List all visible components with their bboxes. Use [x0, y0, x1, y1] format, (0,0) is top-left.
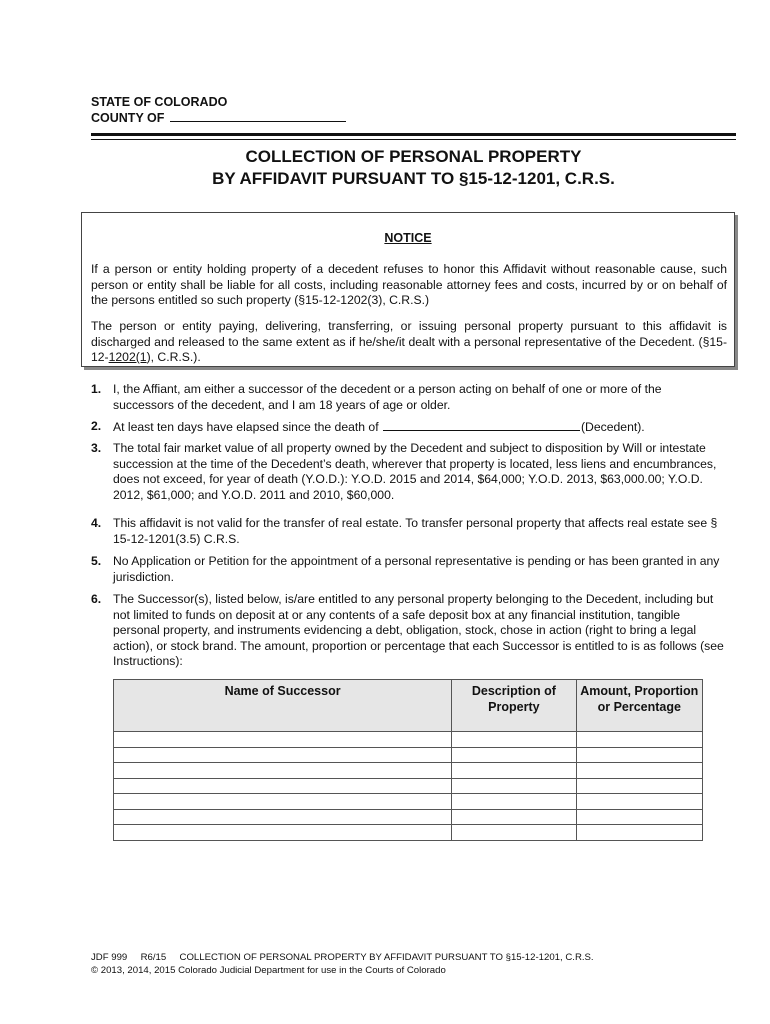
- state-label: STATE OF COLORADO: [91, 95, 228, 109]
- form-footer: [91, 952, 594, 977]
- amount-cell[interactable]: [576, 732, 702, 748]
- property-description-cell[interactable]: [452, 794, 576, 810]
- property-description-cell[interactable]: [452, 825, 576, 841]
- title-line-1: COLLECTION OF PERSONAL PROPERTY: [245, 147, 582, 166]
- amount-cell[interactable]: [576, 747, 702, 763]
- table-row: [114, 763, 703, 779]
- title-line-2: BY AFFIDAVIT PURSUANT TO §15-12-1201, C.R.S.: [212, 169, 615, 188]
- notice-paragraph-1: If a person or entity holding property of a decedent refuses to honor this Affidavit without reasonable cause, such person or entity shall be liable for all costs, including reasonable attorney fees and costs, incurred by or on behalf of the persons entitled so such property (§15-12-1202(3), C.R.S.): [91, 262, 727, 307]
- property-description-cell[interactable]: [452, 809, 576, 825]
- item-number: 5.: [91, 554, 102, 568]
- property-description-cell[interactable]: [452, 747, 576, 763]
- decedent-name-blank-field[interactable]: [383, 419, 580, 431]
- notice-heading: NOTICE: [384, 231, 432, 245]
- table-row: [114, 747, 703, 763]
- table-row: [114, 794, 703, 810]
- item-text: I, the Affiant, am either a successor of the decedent or a person acting on behalf of one or more of the successors of the decedent, and I am 18 years of age or older.: [113, 382, 662, 412]
- successor-name-cell[interactable]: [114, 825, 452, 841]
- successor-name-cell[interactable]: [114, 794, 452, 810]
- table-row: [114, 809, 703, 825]
- successor-name-cell[interactable]: [114, 763, 452, 779]
- document-title: [91, 146, 736, 190]
- footer-copyright: © 2013, 2014, 2015 Colorado Judicial Department for use in the Courts of Colorado: [91, 964, 446, 976]
- item-number: 3.: [91, 441, 102, 455]
- amount-cell[interactable]: [576, 809, 702, 825]
- header-rule-thin: [91, 139, 736, 140]
- item-number: 2.: [91, 419, 102, 433]
- jurisdiction-header: [91, 94, 346, 126]
- county-line: [91, 110, 346, 126]
- footer-form-id: JDF 999 R6/15 COLLECTION OF PERSONAL PROPERTY BY AFFIDAVIT PURSUANT TO §15-12-1201, C.R.S.: [91, 952, 594, 963]
- item-text-after: (Decedent).: [581, 420, 645, 434]
- item-text: The total fair market value of all property owned by the Decedent and subject to disposition by Will or intestate succession at the time of the Decedent’s death, wherever that property is located, less liens and encumbrances, does not exceed, for year of death (Y.O.D.): Y.O.D. 2015 and 2014, $64,000; Y.O.D. 2013, $63,000.00; Y.O.D. 2012, $61,000; and Y.O.D. 2011 and 2010, $60,000.: [113, 441, 717, 502]
- successor-name-cell[interactable]: [114, 809, 452, 825]
- successor-name-cell[interactable]: [114, 732, 452, 748]
- table-row: [114, 825, 703, 841]
- successor-name-cell[interactable]: [114, 747, 452, 763]
- statute-reference: 1202(1: [108, 350, 147, 364]
- amount-cell[interactable]: [576, 778, 702, 794]
- amount-cell[interactable]: [576, 763, 702, 779]
- column-header-description: Description of Property: [452, 680, 576, 732]
- property-description-cell[interactable]: [452, 778, 576, 794]
- successor-name-cell[interactable]: [114, 778, 452, 794]
- notice-paragraph-2-end: ), C.R.S.).: [146, 350, 201, 364]
- column-header-amount: Amount, Proportion or Percentage: [576, 680, 702, 732]
- item-number: 1.: [91, 382, 102, 396]
- table-header-row: [114, 680, 703, 732]
- notice-paragraph-2: [91, 319, 727, 366]
- item-text: This affidavit is not valid for the transfer of real estate. To transfer personal property that affects real estate see § 15-12-1201(3.5) C.R.S.: [113, 516, 718, 546]
- item-text: [113, 419, 725, 436]
- county-blank-field[interactable]: [170, 110, 346, 122]
- item-number: 6.: [91, 592, 102, 606]
- property-description-cell[interactable]: [452, 732, 576, 748]
- column-header-name: Name of Successor: [114, 680, 452, 732]
- item-text-before: At least ten days have elapsed since the death of: [113, 420, 379, 434]
- amount-cell[interactable]: [576, 794, 702, 810]
- table-row: [114, 732, 703, 748]
- county-label: COUNTY OF: [91, 111, 165, 125]
- property-description-cell[interactable]: [452, 763, 576, 779]
- item-text: No Application or Petition for the appointment of a personal representative is pending or has been granted in any jurisdiction.: [113, 554, 720, 584]
- notice-paragraph-2-text: The person or entity paying, delivering, transferring, or issuing personal property pursuant to this affidavit is discharged and released to the same extent as if he/she/it dealt with a personal representative of the Decedent. (§15-12-: [91, 319, 727, 364]
- amount-cell[interactable]: [576, 825, 702, 841]
- table-row: [114, 778, 703, 794]
- item-number: 4.: [91, 516, 102, 530]
- notice-box: [81, 212, 735, 367]
- header-rule-thick: [91, 133, 736, 136]
- item-text: The Successor(s), listed below, is/are entitled to any personal property belonging to the Decedent, including but not limited to funds on deposit at or any contents of a safe deposit box at any financial institution, tangible personal property, and instruments evidencing a debt, obligation, stock, chose in action (right to bring a legal action), or stock brand. The amount, proportion or percentage that each Successor is entitled to is as follows (see Instructions):: [113, 592, 724, 668]
- successors-table: [113, 679, 703, 841]
